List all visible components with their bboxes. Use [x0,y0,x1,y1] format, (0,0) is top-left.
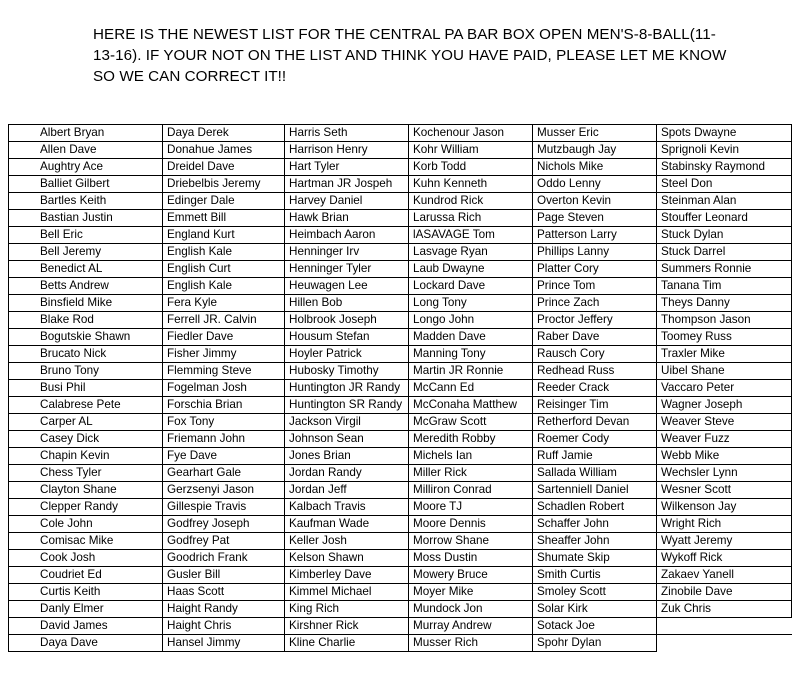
player-name-cell: Phillips Lanny [533,244,657,261]
table-row [9,312,792,329]
player-name-cell: Gusler Bill [163,567,285,584]
player-name-cell: Huntington JR Randy [285,380,409,397]
player-name-cell: Kuhn Kenneth [409,176,533,193]
player-name-cell: Emmett Bill [163,210,285,227]
player-name-cell: Meredith Robby [409,431,533,448]
player-name-cell: Blake Rod [9,312,163,329]
table-row [9,193,792,210]
player-name-cell: England Kurt [163,227,285,244]
player-name-cell: Haight Chris [163,618,285,635]
player-name-cell: Hoyler Patrick [285,346,409,363]
player-name-cell: Edinger Dale [163,193,285,210]
player-name-cell: Brucato Nick [9,346,163,363]
player-name-cell: Casey Dick [9,431,163,448]
player-name-cell: Smoley Scott [533,584,657,601]
table-row [9,533,792,550]
player-name-cell: Kaufman Wade [285,516,409,533]
player-name-cell: Kimmel Michael [285,584,409,601]
player-name-cell: Prince Tom [533,278,657,295]
player-name-cell: Zinobile Dave [657,584,792,601]
table-row [9,482,792,499]
player-name-cell: Cole John [9,516,163,533]
player-name-cell: Milliron Conrad [409,482,533,499]
empty-cell [657,618,792,635]
player-name-cell: Roemer Cody [533,431,657,448]
player-name-cell: Page Steven [533,210,657,227]
player-name-cell: Bastian Justin [9,210,163,227]
table-row [9,431,792,448]
player-name-cell: Benedict AL [9,261,163,278]
player-name-cell: Sprignoli Kevin [657,142,792,159]
player-name-cell: Housum Stefan [285,329,409,346]
player-name-cell: Weaver Steve [657,414,792,431]
player-name-cell: Redhead Russ [533,363,657,380]
player-name-cell: Moyer Mike [409,584,533,601]
player-name-cell: Mowery Bruce [409,567,533,584]
player-name-cell: Hubosky Timothy [285,363,409,380]
player-name-cell: Comisac Mike [9,533,163,550]
player-name-cell: Kalbach Travis [285,499,409,516]
player-name-cell: Coudriet Ed [9,567,163,584]
player-name-cell: Stouffer Leonard [657,210,792,227]
player-name-cell: Daya Derek [163,125,285,142]
player-name-cell: Haas Scott [163,584,285,601]
player-name-cell: Toomey Russ [657,329,792,346]
player-name-cell: Fogelman Josh [163,380,285,397]
player-name-cell: Fisher Jimmy [163,346,285,363]
table-row [9,380,792,397]
player-name-cell: Thompson Jason [657,312,792,329]
player-name-cell: Steel Don [657,176,792,193]
player-name-cell: McGraw Scott [409,414,533,431]
table-row [9,618,792,635]
player-name-cell: Holbrook Joseph [285,312,409,329]
player-name-cell: Wesner Scott [657,482,792,499]
table-row [9,601,792,618]
player-name-cell: Friemann John [163,431,285,448]
player-name-cell: Raber Dave [533,329,657,346]
player-name-cell: Hansel Jimmy [163,635,285,652]
player-name-cell: Haight Randy [163,601,285,618]
player-name-cell: Albert Bryan [9,125,163,142]
player-name-cell: Curtis Keith [9,584,163,601]
player-roster-table [8,124,792,652]
table-row [9,244,792,261]
player-name-cell: Sallada William [533,465,657,482]
player-name-cell: Sotack Joe [533,618,657,635]
player-name-cell: Mundock Jon [409,601,533,618]
player-name-cell: Wechsler Lynn [657,465,792,482]
player-name-cell: Heimbach Aaron [285,227,409,244]
player-name-cell: Cook Josh [9,550,163,567]
player-name-cell: Spots Dwayne [657,125,792,142]
player-name-cell: Stuck Darrel [657,244,792,261]
player-name-cell: Michels Ian [409,448,533,465]
table-row [9,295,792,312]
player-name-cell: Heuwagen Lee [285,278,409,295]
player-name-cell: Fox Tony [163,414,285,431]
table-row [9,499,792,516]
player-name-cell: Traxler Mike [657,346,792,363]
player-name-cell: Keller Josh [285,533,409,550]
player-name-cell: Zuk Chris [657,601,792,618]
player-name-cell: Larussa Rich [409,210,533,227]
player-name-cell: Prince Zach [533,295,657,312]
player-name-cell: Henninger Irv [285,244,409,261]
player-name-cell: Weaver Fuzz [657,431,792,448]
player-name-cell: McConaha Matthew [409,397,533,414]
player-name-cell: Henninger Tyler [285,261,409,278]
player-name-cell: Korb Todd [409,159,533,176]
player-name-cell: Bogutskie Shawn [9,329,163,346]
player-name-cell: Spohr Dylan [533,635,657,652]
player-name-cell: Smith Curtis [533,567,657,584]
table-row [9,261,792,278]
player-name-cell: Wright Rich [657,516,792,533]
player-name-cell: Schadlen Robert [533,499,657,516]
player-name-cell: Moss Dustin [409,550,533,567]
player-name-cell: Wyatt Jeremy [657,533,792,550]
player-name-cell: Nichols Mike [533,159,657,176]
player-name-cell: Overton Kevin [533,193,657,210]
player-name-cell: Murray Andrew [409,618,533,635]
player-name-cell: Gearhart Gale [163,465,285,482]
player-name-cell: Godfrey Pat [163,533,285,550]
table-row [9,159,792,176]
player-name-cell: Moore Dennis [409,516,533,533]
player-name-cell: Hawk Brian [285,210,409,227]
player-name-cell: Theys Danny [657,295,792,312]
player-name-cell: David James [9,618,163,635]
player-name-cell: Summers Ronnie [657,261,792,278]
table-row [9,635,792,652]
player-name-cell: Fye Dave [163,448,285,465]
player-name-cell: Zakaev Yanell [657,567,792,584]
player-name-cell: Miller Rick [409,465,533,482]
player-name-cell: Chapin Kevin [9,448,163,465]
player-name-cell: Bartles Keith [9,193,163,210]
player-name-cell: Ruff Jamie [533,448,657,465]
player-name-cell: Platter Cory [533,261,657,278]
table-row [9,210,792,227]
table-row [9,397,792,414]
table-row [9,227,792,244]
player-name-cell: Lockard Dave [409,278,533,295]
player-name-cell: Rausch Cory [533,346,657,363]
notice-text: HERE IS THE NEWEST LIST FOR THE CENTRAL PA BAR BOX OPEN MEN'S-8-BALL(11-13-16). IF YOUR NOT ON THE LIST AND THINK YOU HAVE PAID, PLEASE LET ME KNOW SO WE CAN CORRECT IT!! [93,26,727,85]
player-name-cell: Reisinger Tim [533,397,657,414]
player-name-cell: Sartenniell Daniel [533,482,657,499]
player-name-cell: Wilkenson Jay [657,499,792,516]
player-name-cell: Moore TJ [409,499,533,516]
player-name-cell: Hartman JR Jospeh [285,176,409,193]
player-name-cell: Stuck Dylan [657,227,792,244]
player-name-cell: Carper AL [9,414,163,431]
player-name-cell: Goodrich Frank [163,550,285,567]
player-name-cell: Lasvage Ryan [409,244,533,261]
player-name-cell: Patterson Larry [533,227,657,244]
player-name-cell: Kelson Shawn [285,550,409,567]
player-name-cell: English Kale [163,244,285,261]
player-name-cell: Kohr William [409,142,533,159]
player-name-cell: Fera Kyle [163,295,285,312]
table-row [9,278,792,295]
player-name-cell: Driebelbis Jeremy [163,176,285,193]
player-name-cell: Martin JR Ronnie [409,363,533,380]
player-name-cell: Fiedler Dave [163,329,285,346]
player-name-cell: Stabinsky Raymond [657,159,792,176]
player-name-cell: English Kale [163,278,285,295]
player-name-cell: Bell Eric [9,227,163,244]
table-row [9,329,792,346]
player-name-cell: Laub Dwayne [409,261,533,278]
player-name-cell: Forschia Brian [163,397,285,414]
player-name-cell: Clepper Randy [9,499,163,516]
player-name-cell: Gerzsenyi Jason [163,482,285,499]
player-name-cell: Kirshner Rick [285,618,409,635]
player-name-cell: Reeder Crack [533,380,657,397]
player-name-cell: Harrison Henry [285,142,409,159]
player-name-cell: Webb Mike [657,448,792,465]
player-name-cell: Gillespie Travis [163,499,285,516]
player-name-cell: Shumate Skip [533,550,657,567]
player-name-cell: Hillen Bob [285,295,409,312]
player-name-cell: Donahue James [163,142,285,159]
player-name-cell: Huntington SR Randy [285,397,409,414]
player-name-cell: Kundrod Rick [409,193,533,210]
table-row [9,584,792,601]
player-name-cell: Morrow Shane [409,533,533,550]
player-name-cell: Long Tony [409,295,533,312]
player-name-cell: Kochenour Jason [409,125,533,142]
player-name-cell: Ferrell JR. Calvin [163,312,285,329]
player-name-cell: Calabrese Pete [9,397,163,414]
table-row [9,516,792,533]
player-name-cell: Harvey Daniel [285,193,409,210]
player-name-cell: English Curt [163,261,285,278]
player-name-cell: King Rich [285,601,409,618]
table-row [9,550,792,567]
empty-cell [657,635,792,652]
table-row [9,125,792,142]
player-name-cell: Jordan Jeff [285,482,409,499]
player-name-cell: Retherford Devan [533,414,657,431]
player-name-cell: Allen Dave [9,142,163,159]
player-name-cell: Hart Tyler [285,159,409,176]
player-name-cell: Mutzbaugh Jay [533,142,657,159]
player-name-cell: Binsfield Mike [9,295,163,312]
player-name-cell: Schaffer John [533,516,657,533]
player-name-cell: Aughtry Ace [9,159,163,176]
player-name-cell: Jordan Randy [285,465,409,482]
player-name-cell: Musser Eric [533,125,657,142]
player-name-cell: Kline Charlie [285,635,409,652]
table-row [9,567,792,584]
player-name-cell: Solar Kirk [533,601,657,618]
player-name-cell: lASAVAGE Tom [409,227,533,244]
player-name-cell: Tanana Tim [657,278,792,295]
player-name-cell: Flemming Steve [163,363,285,380]
player-name-cell: Longo John [409,312,533,329]
table-row [9,142,792,159]
player-name-cell: Betts Andrew [9,278,163,295]
player-name-cell: Steinman Alan [657,193,792,210]
player-name-cell: Godfrey Joseph [163,516,285,533]
player-name-cell: Jones Brian [285,448,409,465]
player-name-cell: Danly Elmer [9,601,163,618]
player-name-cell: Vaccaro Peter [657,380,792,397]
table-row [9,414,792,431]
player-name-cell: Wykoff Rick [657,550,792,567]
player-name-cell: Manning Tony [409,346,533,363]
player-name-cell: Dreidel Dave [163,159,285,176]
player-name-cell: Bruno Tony [9,363,163,380]
table-row [9,346,792,363]
player-name-cell: McCann Ed [409,380,533,397]
player-name-cell: Bell Jeremy [9,244,163,261]
player-name-cell: Madden Dave [409,329,533,346]
player-name-cell: Musser Rich [409,635,533,652]
player-name-cell: Busi Phil [9,380,163,397]
player-name-cell: Uibel Shane [657,363,792,380]
player-name-cell: Kimberley Dave [285,567,409,584]
player-name-cell: Oddo Lenny [533,176,657,193]
player-name-cell: Harris Seth [285,125,409,142]
player-name-cell: Wagner Joseph [657,397,792,414]
player-name-cell: Sheaffer John [533,533,657,550]
player-name-cell: Balliet Gilbert [9,176,163,193]
player-name-cell: Proctor Jeffery [533,312,657,329]
player-name-cell: Jackson Virgil [285,414,409,431]
table-row [9,465,792,482]
player-name-cell: Clayton Shane [9,482,163,499]
table-row [9,176,792,193]
table-row [9,448,792,465]
player-name-cell: Daya Dave [9,635,163,652]
player-name-cell: Johnson Sean [285,431,409,448]
player-name-cell: Chess Tyler [9,465,163,482]
table-row [9,363,792,380]
